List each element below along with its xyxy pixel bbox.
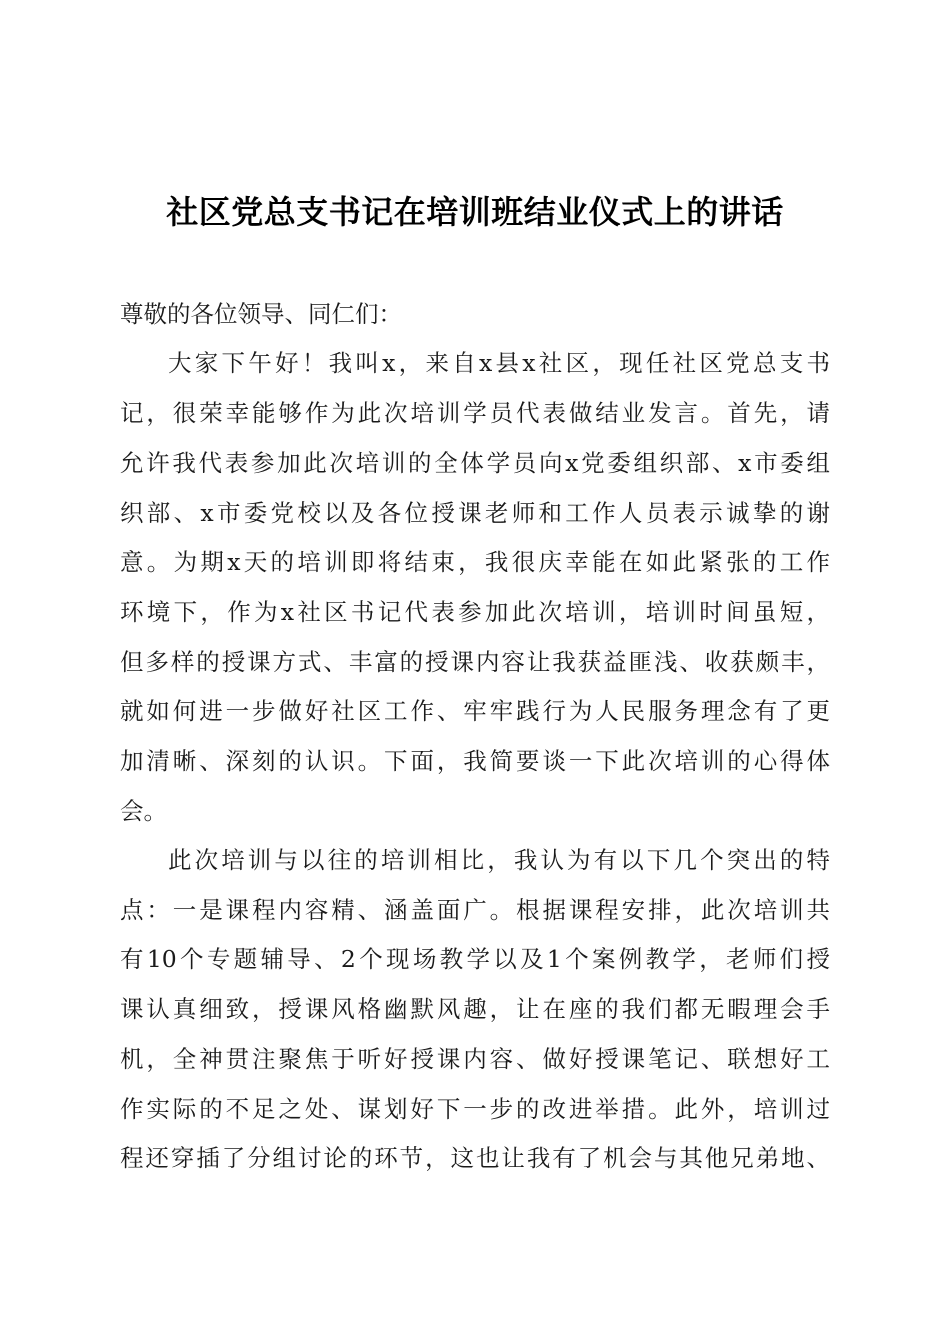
paragraph-line: 就如何进一步做好社区工作、牢牢践行为人民服务理念有了更 [120, 697, 830, 725]
paragraph-line: 课认真细致，授课风格幽默风趣，让在座的我们都无暇理会手 [120, 995, 830, 1023]
paragraph-line: 程还穿插了分组讨论的环节，这也让我有了机会与其他兄弟地、 [120, 1144, 830, 1172]
paragraph-line: 此次培训与以往的培训相比，我认为有以下几个突出的特 [168, 846, 830, 874]
paragraph-line: 会。 [120, 797, 167, 825]
paragraph-line: 大家下午好！我叫x，来自x县x社区，现任社区党总支书 [168, 349, 830, 377]
paragraph-line: 环境下，作为x社区书记代表参加此次培训，培训时间虽短， [120, 598, 830, 626]
paragraph-line: 意。为期x天的培训即将结束，我很庆幸能在如此紧张的工作 [120, 548, 830, 576]
paragraph-line: 有10个专题辅导、2个现场教学以及1个案例教学，老师们授 [120, 945, 830, 973]
paragraph-line: 机，全神贯注聚焦于听好授课内容、做好授课笔记、联想好工 [120, 1045, 830, 1073]
document-title: 社区党总支书记在培训班结业仪式上的讲话 [166, 193, 784, 231]
paragraph-line: 织部、x市委党校以及各位授课老师和工作人员表示诚挚的谢 [120, 499, 830, 527]
paragraph-line: 记，很荣幸能够作为此次培训学员代表做结业发言。首先，请 [120, 399, 830, 427]
paragraph-line: 但多样的授课方式、丰富的授课内容让我获益匪浅、收获颇丰， [120, 648, 830, 676]
paragraph-line: 点：一是课程内容精、涵盖面广。根据课程安排，此次培训共 [120, 896, 830, 924]
paragraph-line: 允许我代表参加此次培训的全体学员向x党委组织部、x市委组 [120, 449, 830, 477]
paragraph-line: 加清晰、深刻的认识。下面，我简要谈一下此次培训的心得体 [120, 747, 830, 775]
paragraph-line: 作实际的不足之处、谋划好下一步的改进举措。此外，培训过 [120, 1095, 830, 1123]
salutation: 尊敬的各位领导、同仁们： [120, 300, 402, 328]
